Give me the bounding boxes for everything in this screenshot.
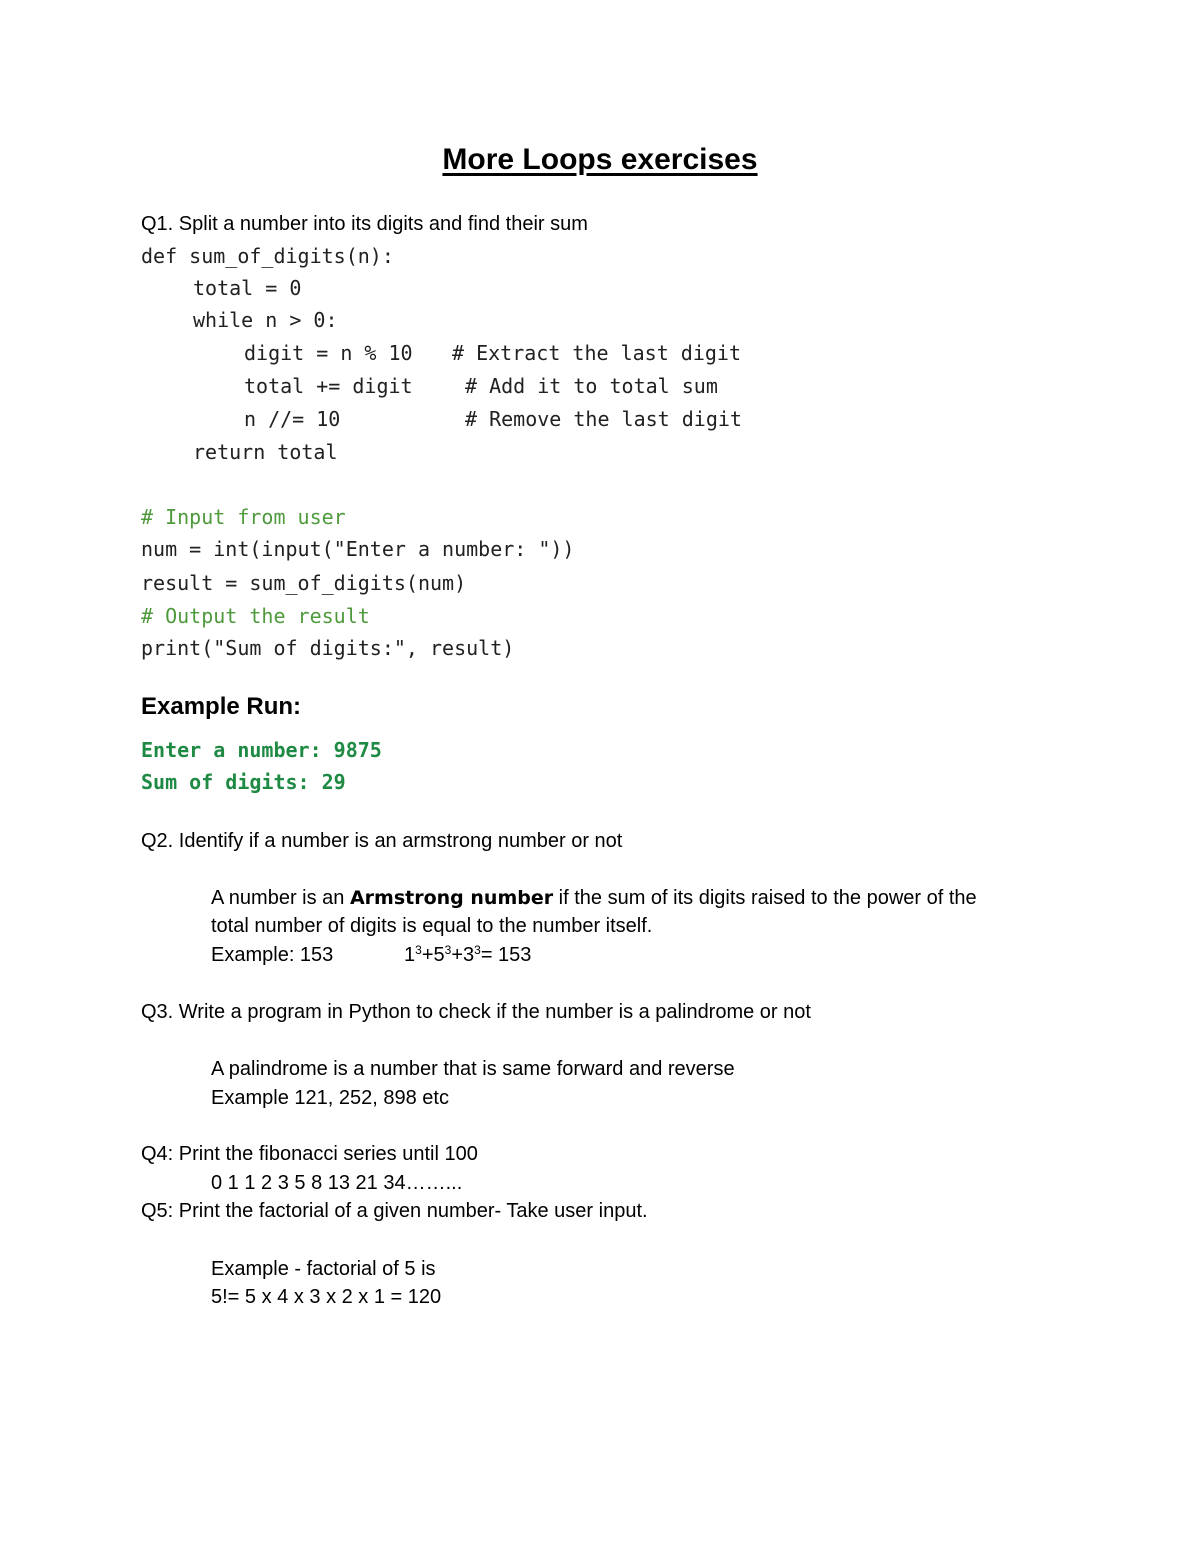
code-line-return: return total bbox=[193, 440, 338, 464]
code-line-total-init: total = 0 bbox=[193, 276, 302, 300]
code-line-print: print("Sum of digits:", result) bbox=[141, 636, 515, 660]
code-comment-remove: # Remove the last digit bbox=[465, 407, 742, 431]
code-comment-extract: # Extract the last digit bbox=[452, 341, 741, 365]
code-line-floor-div: n //= 10 bbox=[244, 407, 341, 431]
code-comment-input: # Input from user bbox=[141, 505, 346, 529]
q5-example-formula: 5!= 5 x 4 x 3 x 2 x 1 = 120 bbox=[211, 1286, 442, 1308]
q3-heading: Q3. Write a program in Python to check if the number is a palindrome or not bbox=[141, 1001, 811, 1023]
q2-description-line1: A number is an Armstrong number if the sum of its digits raised to the power of the bbox=[211, 887, 977, 909]
q2-description-line2: total number of digits is equal to the number itself. bbox=[211, 915, 653, 937]
code-line-digit: digit = n % 10 bbox=[244, 341, 413, 365]
q4-series: 0 1 1 2 3 5 8 13 21 34……... bbox=[211, 1172, 463, 1194]
q1-heading: Q1. Split a number into its digits and find their sum bbox=[141, 213, 588, 235]
example-run-line-output: Sum of digits: 29 bbox=[141, 770, 346, 794]
q4-heading: Q4: Print the fibonacci series until 100 bbox=[141, 1143, 478, 1165]
example-run-heading: Example Run: bbox=[141, 693, 302, 720]
armstrong-term: Armstrong number bbox=[349, 887, 554, 909]
page-title: More Loops exercises bbox=[442, 143, 758, 176]
q3-description: A palindrome is a number that is same forward and reverse bbox=[211, 1058, 735, 1080]
code-line-result: result = sum_of_digits(num) bbox=[141, 571, 467, 595]
code-line-num: num = int(input("Enter a number: ")) bbox=[141, 537, 575, 561]
code-line-def: def sum_of_digits(n): bbox=[141, 244, 394, 268]
example-run-line-input: Enter a number: 9875 bbox=[141, 738, 382, 762]
q3-example: Example 121, 252, 898 etc bbox=[211, 1087, 449, 1109]
code-line-total-add: total += digit bbox=[244, 374, 413, 398]
q5-example-label: Example - factorial of 5 is bbox=[211, 1258, 436, 1280]
code-comment-add: # Add it to total sum bbox=[465, 374, 718, 398]
q2-example-formula: $1^3+5^3+3^3= 153$ bbox=[404, 943, 532, 966]
q5-heading: Q5: Print the factorial of a given number- Take user input. bbox=[141, 1200, 648, 1222]
code-comment-output: # Output the result bbox=[141, 604, 370, 628]
q2-example-label: Example: 153 bbox=[211, 944, 334, 966]
code-line-while: while n > 0: bbox=[193, 308, 338, 332]
q2-heading: Q2. Identify if a number is an armstrong number or not bbox=[141, 830, 623, 852]
